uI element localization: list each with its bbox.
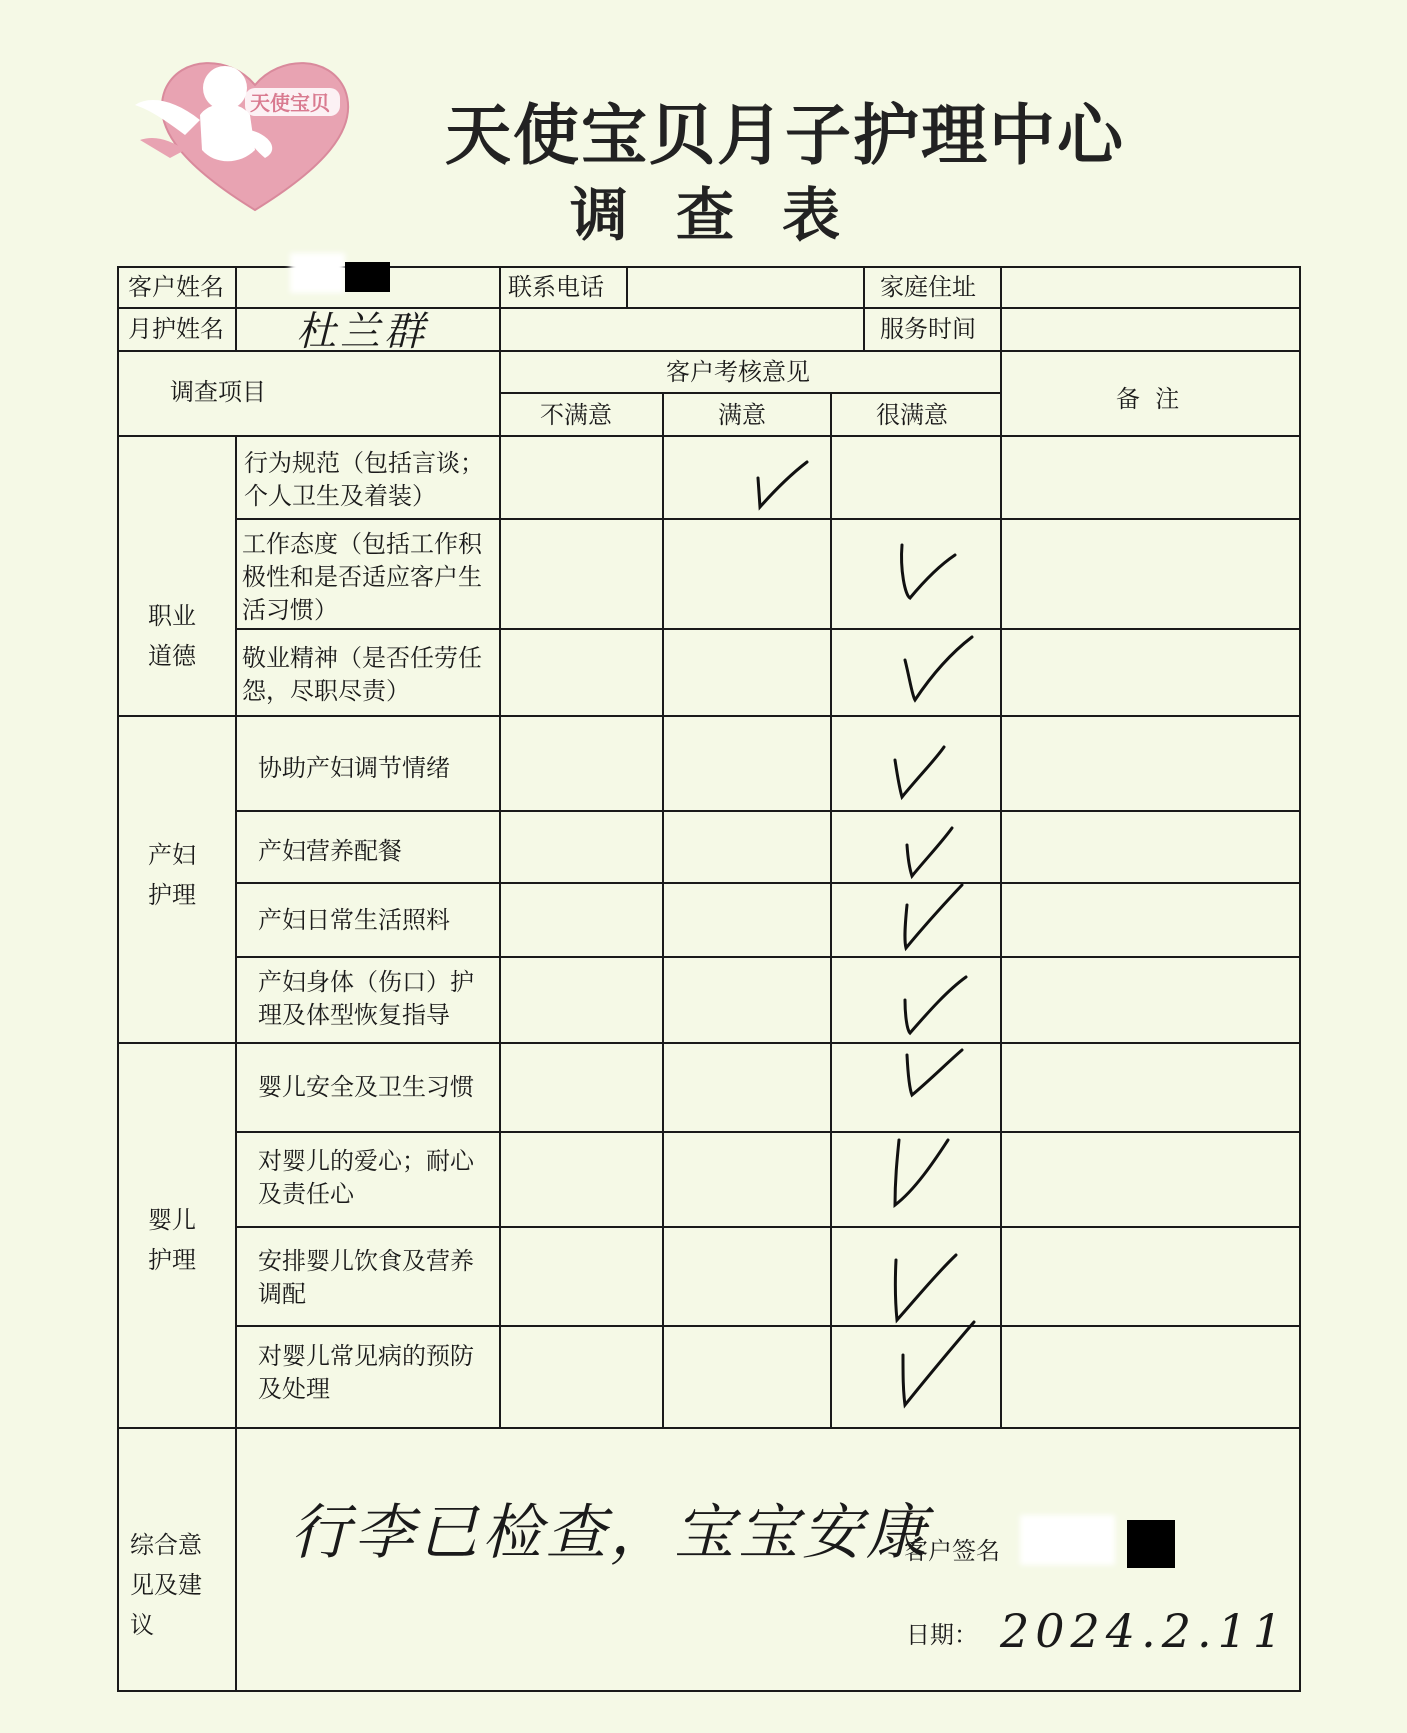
check-mark [907, 828, 952, 876]
item-infant-love: 对婴儿的爱心；耐心及责任心 [258, 1147, 474, 1208]
summary-comment: 行李已检查，宝宝安康 [290, 1498, 930, 1568]
customer-opinion-label: 客户考核意见 [666, 358, 810, 386]
summary-label: 综合意见及建议 [130, 1531, 202, 1639]
col-unsatisfied: 不满意 [540, 401, 612, 429]
item-behavior: 行为规范（包括言谈；个人卫生及着装） [244, 449, 484, 510]
col-satisfied: 满意 [718, 401, 766, 429]
col-very-satisfied: 很满意 [876, 401, 948, 429]
category-infant-care: 婴儿护理 [148, 1206, 196, 1274]
service-time-label: 服务时间 [880, 315, 976, 343]
check-mark [895, 1140, 948, 1205]
redacted-name-blur [290, 253, 345, 293]
item-nutrition: 产妇营养配餐 [258, 837, 402, 865]
item-daily-care: 产妇日常生活照料 [258, 906, 450, 934]
check-mark [895, 1255, 956, 1320]
item-work-attitude: 工作态度（包括工作积极性和是否适应客户生活习惯） [242, 530, 482, 624]
check-mark [905, 885, 962, 948]
category-professional-ethics: 职业道德 [148, 602, 196, 670]
company-logo [130, 40, 380, 220]
check-mark [902, 545, 955, 598]
redacted-signature-blur [1020, 1515, 1115, 1565]
date-label: 日期： [906, 1621, 978, 1649]
item-infant-safety: 婴儿安全及卫生习惯 [258, 1073, 474, 1101]
item-mood-support: 协助产妇调节情绪 [258, 754, 450, 782]
customer-name-label: 客户姓名 [128, 273, 224, 301]
phone-label: 联系电话 [508, 273, 604, 301]
item-body-recovery: 产妇身体（伤口）护理及体型恢复指导 [258, 968, 474, 1029]
check-mark [903, 1322, 974, 1405]
nurse-name-value: 杜兰群 [296, 309, 428, 355]
svg-text:天使宝贝: 天使宝贝 [250, 91, 330, 115]
form-title: 天使宝贝月子护理中心 [445, 97, 1125, 174]
check-mark [907, 1050, 962, 1095]
check-mark [758, 462, 807, 507]
redacted-name-box [345, 262, 390, 292]
category-maternal-care: 产妇护理 [148, 841, 196, 909]
address-label: 家庭住址 [880, 273, 976, 301]
item-infant-disease: 对婴儿常见病的预防及处理 [258, 1342, 474, 1403]
remarks-label: 备 注 [1116, 385, 1180, 413]
item-dedication: 敬业精神（是否任劳任怨，尽职尽责） [242, 644, 482, 705]
nurse-name-label: 月护姓名 [128, 315, 224, 343]
check-mark [895, 747, 944, 797]
check-mark [905, 637, 972, 700]
item-infant-diet: 安排婴儿饮食及营养调配 [258, 1247, 474, 1308]
check-mark [905, 977, 966, 1033]
signature-label: 客户签名 [904, 1537, 1000, 1565]
date-value: 2024.2.11 [1000, 1604, 1289, 1658]
form-subtitle: 调查表 [570, 181, 889, 249]
redacted-signature-box [1127, 1520, 1175, 1568]
survey-item-label: 调查项目 [170, 378, 266, 406]
